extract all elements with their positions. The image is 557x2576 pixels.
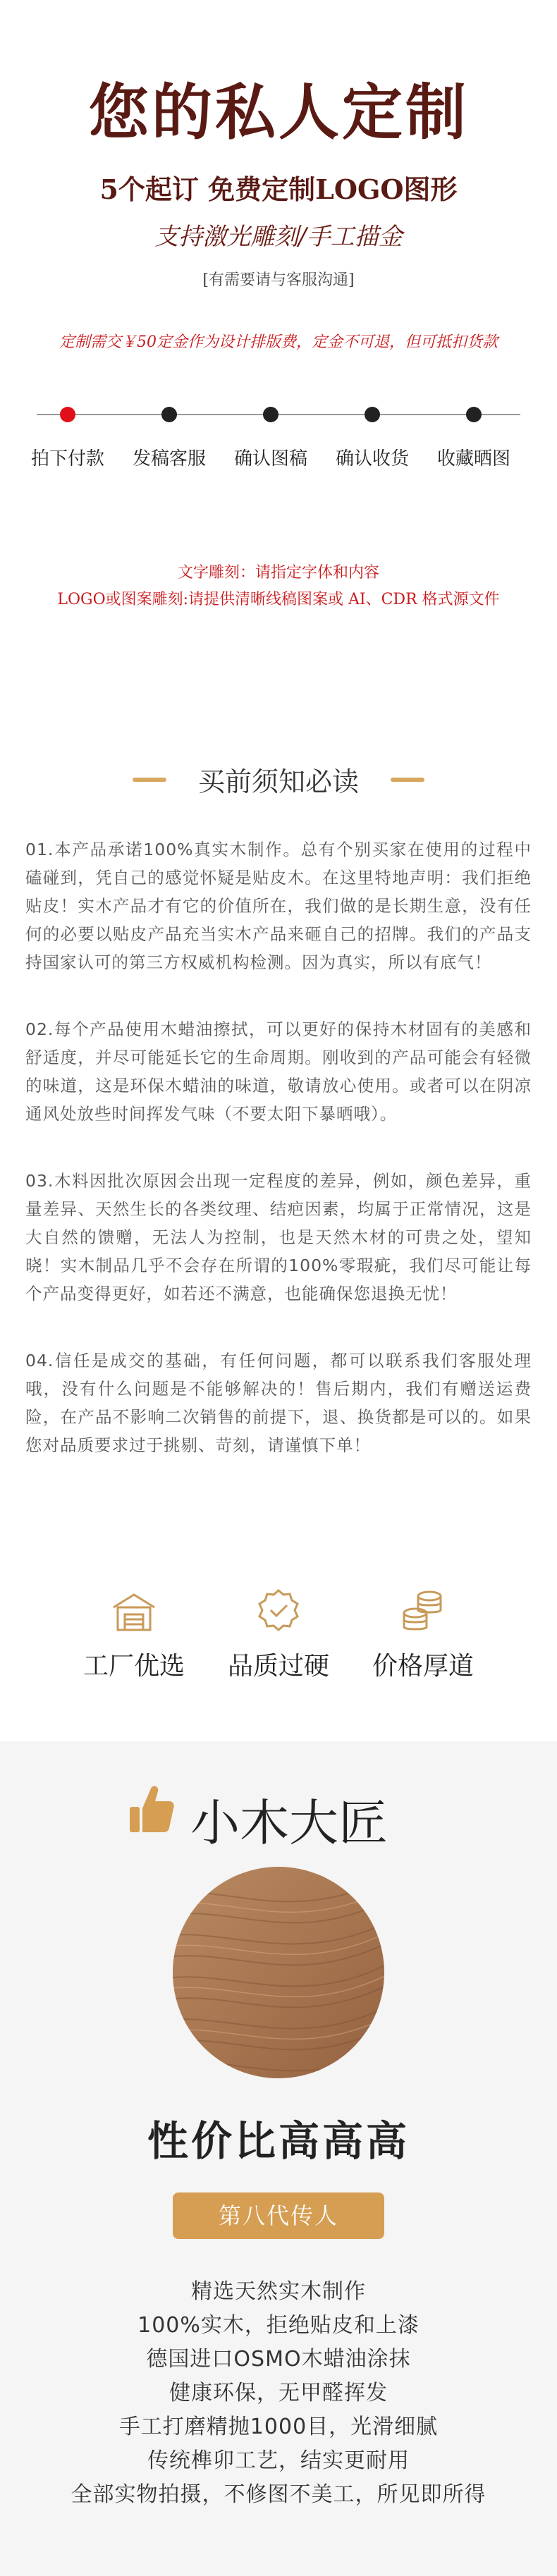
- timeline-step-label: 拍下付款: [30, 448, 104, 470]
- notice-title-decoration: [391, 778, 424, 782]
- product-feature-line: 手工打磨精抛1000目，光滑细腻: [118, 2415, 439, 2439]
- thumbs-up-icon: [127, 1780, 176, 1836]
- min-order-subtitle: 5个起订 免费定制LOGO图形: [99, 173, 458, 205]
- timeline-dot-active: [60, 407, 75, 422]
- timeline-dot: [263, 407, 278, 422]
- timeline-step-label: 确认图稿: [233, 448, 307, 470]
- notice-paragraph: 01.本产品承诺100%真实木制作。总有个别买家在使用的过程中磕碰到，凭自己的感觉怀疑是贴皮木。在这里特地声明：我们拒绝贴皮！实木产品才有它的价值所在，我们做的是长期生意，没有任何的必要以贴皮产品充当实木产品来砸自己的招牌。我们的产品支持国家认可的第三方权威机构检测。因为真实，所以有底气！: [25, 840, 532, 972]
- timeline-dot: [466, 407, 482, 422]
- feature-label: 品质过硬: [227, 1652, 329, 1681]
- notice-paragraph: 03.木料因批次原因会出现一定程度的差异，例如，颜色差异，重量差异、天然生长的各类纹理、结疤因素，均属于正常情况，这是大自然的馈赠，无法人为控制，也是天然木材的可贵之处，望知晓！实木制品几乎不会存在所谓的100%零瑕疵，我们尽可能让每个产品变得更好，如若还不满意，也能确保您退换无忧！: [25, 1171, 532, 1304]
- product-feature-line: 传统榫卯工艺，结实更耐用: [147, 2448, 410, 2473]
- product-feature-line: 100%实木，拒绝贴皮和上漆: [137, 2313, 420, 2338]
- product-feature-line: 精选天然实木制作: [191, 2279, 366, 2304]
- timeline-step-label: 发稿客服: [132, 448, 206, 470]
- timeline-step-label: 收藏晒图: [436, 448, 510, 470]
- logo-engraving-instruction: LOGO或图案雕刻:请提供清晰线稿图案或 AI、CDR 格式源文件: [57, 591, 500, 608]
- craftsman-badge: 第八代传人: [173, 2192, 384, 2239]
- feature-label: 价格厚道: [372, 1652, 474, 1681]
- coin-stack-icon: [398, 1586, 448, 1636]
- notice-paragraph: 04.信任是成交的基础，有任何问题，都可以联系我们客服处理哦，没有什么问题是不能够解决的！售后期内，我们有赠送运费险，在产品不影响二次销售的前提下，退、换货都是可以的。如果您对品质要求过于挑剔、苛刻，请谨慎下单！: [25, 1351, 532, 1455]
- page-title: 您的私人定制: [88, 77, 469, 148]
- product-feature-line: 德国进口OSMO木蜡油涂抹: [146, 2347, 411, 2372]
- quality-seal-icon: [254, 1586, 303, 1636]
- process-timeline-line: [37, 414, 520, 415]
- feature-label: 工厂优选: [82, 1652, 185, 1681]
- timeline-dot: [365, 407, 380, 422]
- engraving-subtitle: 支持激光雕刻/手工描金: [154, 223, 403, 251]
- product-feature-line: 全部实物拍摄，不修图不美工，所见即所得: [71, 2482, 486, 2507]
- deposit-notice: 定制需交￥50定金作为设计排版费，定金不可退，但可抵扣货款: [59, 333, 498, 351]
- factory-icon: [109, 1586, 159, 1636]
- timeline-step-label: 确认收货: [335, 448, 409, 470]
- notice-paragraph: 02.每个产品使用木蜡油擦拭，可以更好的保持木材固有的美感和舒适度，并尽可能延长它的生命周期。刚收到的产品可能会有轻微的味道，这是环保木蜡油的味道，敬请放心使用。或者可以在阴凉通风处放些时间挥发气味（不要太阳下暴晒哦）。: [25, 1019, 532, 1124]
- contact-note: [有需要请与客服沟通]: [202, 271, 355, 289]
- wood-sample-image: [173, 1867, 384, 2078]
- brand-name: 小木大匠: [190, 1794, 388, 1852]
- text-engraving-instruction: 文字雕刻：请指定字体和内容: [177, 564, 379, 582]
- brand-slogan: 性价比高高高: [147, 2117, 410, 2165]
- product-feature-line: 健康环保，无甲醛挥发: [169, 2381, 388, 2405]
- timeline-dot: [161, 407, 177, 422]
- notice-title: 买前须知必读: [197, 766, 359, 797]
